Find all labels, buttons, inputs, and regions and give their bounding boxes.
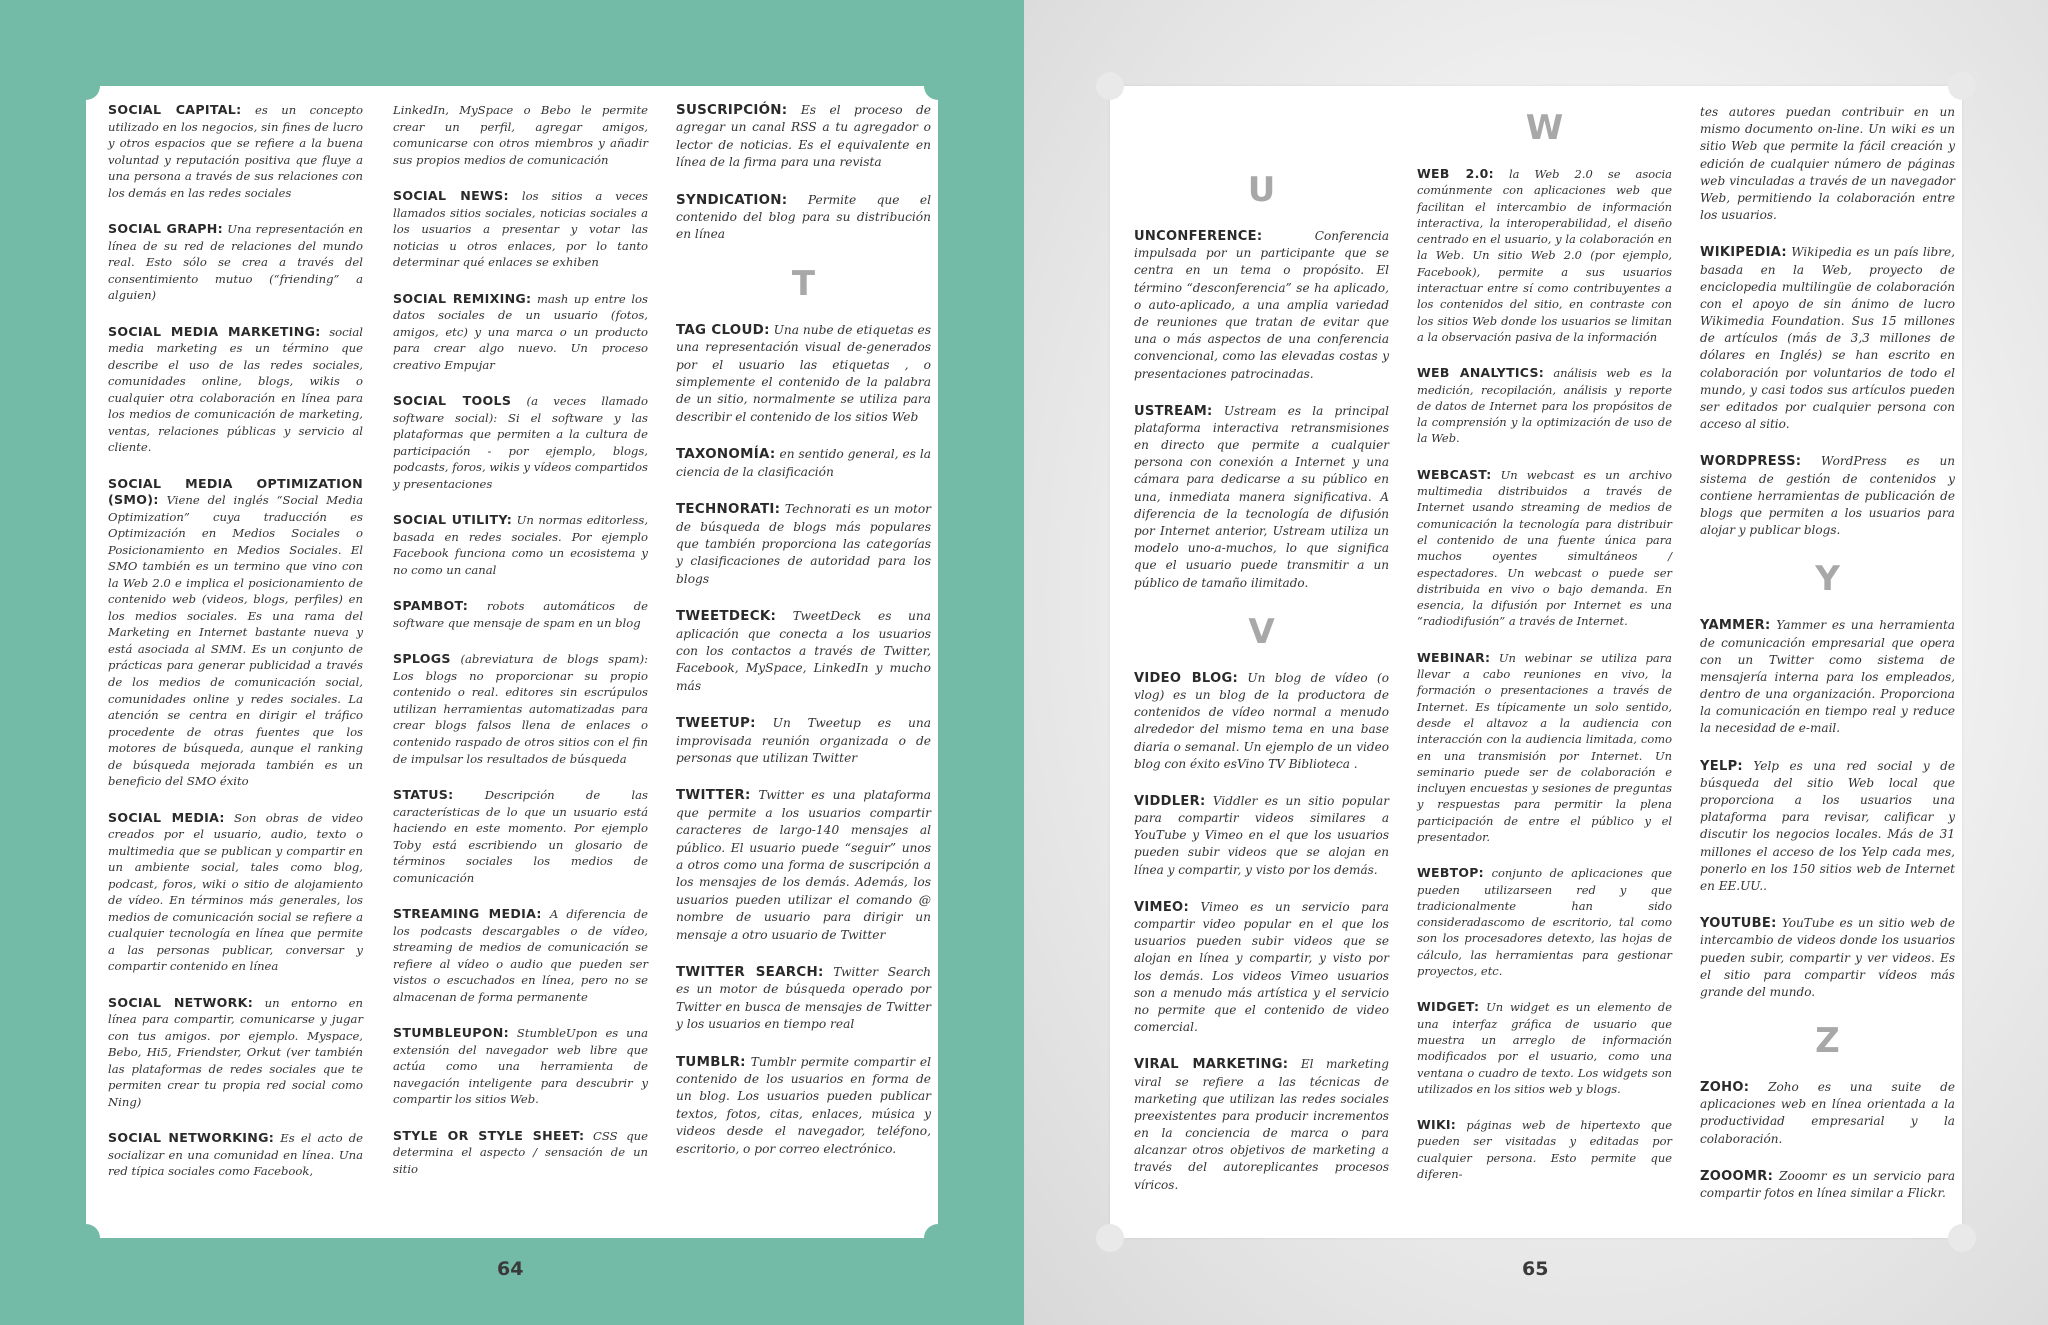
glossary-term: SPLOGS bbox=[393, 651, 451, 667]
glossary-term: TAXONOMÍA: bbox=[676, 447, 776, 463]
glossary-definition: YouTube es un sitio web de intercambio de videos donde los usuarios pueden subir, compartir y ver videos. Es el sitio para compartir vídeos más grande del mundo. bbox=[1700, 916, 1955, 999]
glossary-entry bbox=[676, 964, 931, 1034]
glossary-term: WIKI: bbox=[1417, 1117, 1457, 1133]
glossary-entry bbox=[1417, 865, 1672, 979]
glossary-entry bbox=[108, 1130, 363, 1180]
glossary-definition: TweetDeck es una aplicación que conecta a los usuarios con los contactos a través de Twitter, Facebook, MySpace, LinkedIn y mucho más bbox=[676, 609, 932, 693]
glossary-term: USTREAM: bbox=[1134, 403, 1213, 419]
glossary-term: SOCIAL NETWORKING: bbox=[108, 1130, 275, 1146]
glossary-term: TWEETUP: bbox=[676, 716, 756, 732]
glossary-term: SUSCRIPCIÓN: bbox=[676, 103, 788, 118]
section-letter: Y bbox=[1815, 559, 1840, 600]
corner-notch bbox=[1948, 72, 1976, 100]
glossary-entry bbox=[393, 291, 648, 374]
glossary-definition: LinkedIn, MySpace o Bebo le permite crear un perfil, agregar amigos, comunicarse con otros miembros y añadir sus propios medios de comunicación bbox=[393, 103, 648, 167]
glossary-entry bbox=[393, 651, 648, 767]
glossary-entry bbox=[1417, 166, 1672, 345]
glossary-definition: WordPress es un sistema de gestión de contenidos y contiene herramientas de publicación de blogs que permiten a los usuarios para alojar y publicar blogs. bbox=[1700, 454, 1955, 538]
corner-notch bbox=[72, 72, 100, 100]
glossary-entry bbox=[393, 102, 648, 168]
glossary-entry bbox=[393, 1128, 648, 1178]
glossary-term: VIDEO BLOG: bbox=[1134, 670, 1239, 686]
glossary-definition: CSS que determina el aspecto / sensación de un sitio bbox=[393, 1128, 648, 1176]
corner-notch bbox=[924, 72, 952, 100]
glossary-definition: Conferencia impulsada por un participante que se centra en un tema o propósito. El término “desconferencia” se ha aplicado, o auto-aplicado, a una amplia variedad de reuniones que tratan de evitar que una o más aspectos de una conferencia convencional, como las elevadas costas y presentaciones patrocinadas. bbox=[1134, 229, 1389, 381]
glossary-definition: tes autores puedan contribuir en un mismo documento on-line. Un wiki es un sitio Web que permite la fácil creación y edición de cualquier número de páginas web vinculadas a través de un navegador Web, permitiendo la colaboración entre los usuarios. bbox=[1700, 105, 1955, 223]
section-letter: T bbox=[791, 263, 816, 304]
right-column-1 bbox=[1134, 166, 1389, 1214]
glossary-entry bbox=[676, 192, 931, 244]
glossary-definition: un entorno en línea para compartir, comunicarse y jugar con tus amigos. por ejemplo. Myspace, Bebo, Hi5, Friendster, Orkut (ver también las plataformas de redes sociales que te permiten crear tu propia red social como Ning) bbox=[108, 995, 364, 1109]
glossary-entry bbox=[1134, 793, 1389, 879]
glossary-definition: Es el proceso de agregar un canal RSS a tu agregador o lector de noticias. Es el equivalente en línea de la firma para una revista bbox=[676, 103, 931, 170]
glossary-definition: Un webcast es un archivo multimedia distribuidos a través de Internet usando streaming de medios de comunicación la tecnología para distribuir el contenido de una fuente única para muchos oyentes simultáneos / espectadores. Un webcast o puede ser distribuida en vivo o bajo demanda. En esencia, la difusión por Internet es una “radiodifusión” a través de Internet. bbox=[1417, 467, 1672, 629]
glossary-entry bbox=[1417, 1117, 1672, 1182]
glossary-entry bbox=[108, 324, 363, 456]
glossary-definition: Viddler es un sitio popular para compartir videos similares a YouTube y Vimeo en el que los usuarios pueden subir videos que se alojan en línea y compartir, y visto por los demás. bbox=[1134, 793, 1389, 877]
corner-notch bbox=[1096, 1224, 1124, 1252]
glossary-definition: Yelp es una red social y de búsqueda del sitio Web local que proporciona a los usuarios una plataforma para revisar, calificar y discutir los negocios locales. Más de 31 millones el acceso de los Yelp cada mes, ponerlo en los 150 sitios web de Internet en EE.UU.. bbox=[1700, 758, 1955, 893]
glossary-entry bbox=[1700, 244, 1955, 433]
left-page-number: 64 bbox=[497, 1258, 524, 1280]
glossary-term: SOCIAL MEDIA MARKETING: bbox=[108, 323, 321, 339]
glossary-definition: Twitter es una plataforma que permite a los usuarios compartir caracteres de largo-140 mensajes al público. El usuario puede “seguir” unos a otros como una forma de suscripción a los mensajes de los demás. Además, los usuarios pueden utilizar el comando @ nombre de usuario para dirigir un mensaje a otro usuario de Twitter bbox=[676, 788, 932, 942]
glossary-definition: A diferencia de los podcasts descargables o de vídeo, streaming de medios de comunicación se refiere al vídeo o audio que pueden ser vistos o escuchados en línea, pero no se almacenan de forma permanente bbox=[393, 907, 649, 1004]
glossary-definition: análisis web es la medición, recopilación, análisis y reporte de datos de Internet para los propósitos de la comprensión y la optimización de uso de la Web. bbox=[1417, 366, 1673, 446]
glossary-term: WEB 2.0: bbox=[1417, 166, 1494, 181]
right-page-card bbox=[1110, 86, 1962, 1238]
glossary-definition: Wikipedia es un país libre, basada en la Web, proyecto de enciclopedia multilingüe de colaboración con el apoyo de sin ánimo de lucro Wikimedia Foundation. Sus 15 millones de artículos (más de 3,3 millones de dólares en Inglés) se han escrito en colaboración por voluntarios de todo el mundo, y casi todos sus artículos pueden ser editados por cualquier persona con acceso al sitio. bbox=[1700, 245, 1955, 432]
glossary-definition: Permite que el contenido del blog para su distribución en línea bbox=[676, 192, 931, 242]
glossary-definition: Un Tweetup es una improvisada reunión organizada o de personas que utilizan Twitter bbox=[676, 716, 931, 765]
glossary-definition: Vimeo es un servicio para compartir video popular en el que los usuarios pueden subir videos que se alojan en línea y compartir, y visto por los demás. Los videos Vimeo usuarios son a menudo más artística y el servicio no permite que el contenido de video comercial. bbox=[1134, 899, 1389, 1035]
glossary-term: YELP: bbox=[1700, 758, 1743, 774]
glossary-definition: la Web 2.0 se asocia comúnmente con aplicaciones web que facilitan el intercambio de información interactiva, la interoperabilidad, el diseño centrado en el usuario, y la colaboración en la Web. Un sitio Web 2.0 (por ejemplo, Facebook), permite a sus usuarios interactuar entre sí como contribuyentes a los contenidos del sitio, en contraste con los sitios Web donde los usuarios se limitan a la observación pasiva de la información bbox=[1417, 167, 1673, 344]
glossary-term: WIDGET: bbox=[1417, 999, 1480, 1015]
glossary-entry bbox=[676, 715, 931, 767]
glossary-entry bbox=[1700, 1079, 1955, 1148]
glossary-term: WEB ANALYTICS: bbox=[1417, 365, 1544, 381]
glossary-term: SYNDICATION: bbox=[676, 192, 788, 208]
glossary-entry bbox=[676, 787, 931, 944]
section-letter: Z bbox=[1815, 1021, 1840, 1062]
glossary-definition: Una representación en línea de su red de relaciones del mundo real. Esto sólo se crea a través del consentimiento mutuo (“friending” a alguien) bbox=[108, 222, 363, 303]
glossary-entry bbox=[1700, 1168, 1955, 1202]
glossary-definition: Descripción de las características de lo que un usuario está haciendo en este momento. Por ejemplo Toby está escribiendo un glosario de términos sociales los medios de comunicación bbox=[393, 788, 648, 885]
glossary-entry bbox=[108, 221, 363, 304]
glossary-term: SOCIAL CAPITAL: bbox=[108, 102, 242, 117]
glossary-entry bbox=[1700, 453, 1955, 539]
glossary-definition: StumbleUpon es una extensión del navegador web libre que actúa como una herramienta de navegación inteligente para descubrir y compartir los sitios Web. bbox=[393, 1026, 648, 1107]
glossary-term: WEBCAST: bbox=[1417, 466, 1492, 482]
glossary-entry bbox=[1134, 899, 1389, 1037]
left-column-3 bbox=[676, 102, 931, 1178]
glossary-definition: robots automáticos de software que mensaje de spam en un blog bbox=[393, 599, 648, 630]
glossary-definition: Technorati es un motor de búsqueda de blogs más populares que también proporciona las categorías y clasificaciones de autoridad para los blogs bbox=[676, 502, 931, 586]
glossary-entry bbox=[108, 810, 363, 975]
glossary-term: WEBINAR: bbox=[1417, 649, 1491, 665]
glossary-term: WORDPRESS: bbox=[1700, 454, 1802, 470]
glossary-entry bbox=[1417, 365, 1672, 446]
left-column-1 bbox=[108, 102, 363, 1200]
glossary-definition: Un webinar se utiliza para llevar a cabo reuniones en vivo, la formación o presentaciones a través de Internet. Es típicamente un solo sentido, desde el altavoz a la audiencia con interacción con la audiencia limitada, como en una transmisión por Internet. Un seminario puede ser de colaboración e incluyen encuestas y sesiones de preguntas y respuestas para permitir la plena participación de entre el público y el presentador. bbox=[1417, 650, 1672, 844]
left-column-2 bbox=[393, 102, 648, 1197]
glossary-definition: Viene del inglés “Social Media Optimization” cuya traducción es Optimización en Medios Sociales o Posicionamiento en Medios Sociales. El SMO también es un termino que vino con la Web 2.0 e implica el posicionamiento de contenido web (videos, blogs, perfiles) en los medios sociales. Es una rama del Marketing en Internet bastante nueva y está asociada al SMM. Es un conjunto de prácticas para generar publicidad a través de los medios de comunicación social, comunidades online y redes sociales. La atención se centra en dirigir el tráfico procedente de otras fuentes que los motores de búsqueda, aunque el ranking de búsqueda mejorada también es un beneficio del SMO éxito bbox=[108, 493, 364, 789]
glossary-entry bbox=[108, 995, 363, 1111]
glossary-term: VIMEO: bbox=[1134, 899, 1189, 915]
glossary-term: SOCIAL NETWORK: bbox=[108, 994, 254, 1010]
glossary-entry bbox=[1134, 1056, 1389, 1194]
left-page-card bbox=[86, 86, 938, 1238]
glossary-term: STUMBLEUPON: bbox=[393, 1025, 509, 1041]
glossary-definition: Son obras de video creados por el usuario, audio, texto o multimedia que se publican y compartir en un ambiente social, tales como blog, podcast, foros, wiki o sitio de alojamiento de vídeo. En términos más generales, los medios de comunicación social se refiere a cualquier tecnología en línea que permite a las personas publicar, conversar y compartir contenido en línea bbox=[108, 810, 363, 974]
glossary-term: VIDDLER: bbox=[1134, 793, 1206, 809]
glossary-term: YOUTUBE: bbox=[1700, 916, 1777, 932]
glossary-term: ZOHO: bbox=[1700, 1080, 1750, 1096]
glossary-term: SOCIAL MEDIA OPTIMIZATION (SMO): bbox=[108, 475, 363, 508]
glossary-term: WEBTOP: bbox=[1417, 865, 1484, 881]
glossary-entry bbox=[1417, 467, 1672, 630]
glossary-term: SOCIAL UTILITY: bbox=[393, 512, 513, 528]
glossary-entry bbox=[1700, 104, 1955, 224]
glossary-entry bbox=[393, 512, 648, 578]
glossary-entry bbox=[676, 501, 931, 588]
glossary-entry bbox=[1700, 617, 1955, 737]
glossary-definition: Un normas editorless, basada en redes sociales. Por ejemplo Facebook funciona como un ecosistema y no como un canal bbox=[393, 513, 649, 577]
glossary-entry bbox=[393, 1025, 648, 1108]
glossary-definition: (abreviatura de blogs spam): Los blogs no proporcionar su propio contenido o real. editores sin escrúpulos utilizan herramientas automatizadas para crear blogs falsos llena de enlaces o contenido raspado de otros sitios con el fin de impulsar los resultados de búsqueda bbox=[393, 652, 648, 766]
glossary-entry bbox=[676, 608, 931, 695]
glossary-term: TWITTER SEARCH: bbox=[676, 965, 824, 981]
glossary-definition: Un widget es un elemento de una interfaz gráfica de usuario que muestra un arreglo de información modificados por el usuario, como una ventana o cuadro de texto. Los widgets son utilizados en los sitios web y blogs. bbox=[1417, 1000, 1672, 1096]
glossary-entry bbox=[676, 102, 931, 172]
glossary-term: SOCIAL REMIXING: bbox=[393, 290, 532, 306]
right-page-number: 65 bbox=[1522, 1258, 1549, 1280]
glossary-term: SOCIAL GRAPH: bbox=[108, 221, 223, 237]
corner-notch bbox=[924, 1224, 952, 1252]
section-letter: V bbox=[1248, 611, 1275, 652]
right-column-2 bbox=[1417, 104, 1672, 1202]
glossary-entry bbox=[1134, 670, 1389, 773]
right-column-3 bbox=[1700, 104, 1955, 1222]
glossary-entry bbox=[393, 393, 648, 492]
glossary-entry bbox=[393, 598, 648, 631]
glossary-definition: Twitter Search es un motor de búsqueda operado por Twitter en busca de mensajes de Twitter y los usuarios en tiempo real bbox=[676, 965, 932, 1032]
glossary-term: SPAMBOT: bbox=[393, 598, 469, 614]
glossary-definition: Un blog de vídeo (o vlog) es un blog de la productora de contenidos de vídeo normal a menudo alrededor del mismo tema en una base diaria o semanal. Un ejemplo de un video blog con éxito esVino TV Biblioteca . bbox=[1134, 670, 1389, 771]
glossary-definition: Zoho es una suite de aplicaciones web en línea orientada a la productividad empresarial y la colaboración. bbox=[1700, 1080, 1955, 1146]
glossary-definition: (a veces llamado software social): Si el software y las plataformas que permiten a la cultura de participación - por ejemplo, blogs, podcasts, foros, wikis y vídeos compartidos y presentaciones bbox=[393, 394, 648, 491]
glossary-definition: conjunto de aplicaciones que pueden utilizarseen red y que tradicionalmente han sido consideradascomo de escritorio, tal como son los procesadores detexto, las hojas de cálculo, las herramientas para gestionar proyectos, etc. bbox=[1417, 866, 1672, 979]
glossary-entry bbox=[108, 102, 363, 201]
glossary-term: TWEETDECK: bbox=[676, 609, 777, 625]
glossary-entry bbox=[393, 188, 648, 271]
glossary-term: STYLE OR STYLE SHEET: bbox=[393, 1127, 585, 1143]
glossary-definition: páginas web de hipertexto que pueden ser visitadas y editadas por cualquier persona. Esto permite que diferen- bbox=[1417, 1118, 1673, 1182]
glossary-entry bbox=[1134, 403, 1389, 592]
glossary-entry bbox=[108, 476, 363, 790]
glossary-term: SOCIAL TOOLS bbox=[393, 393, 512, 409]
glossary-definition: en sentido general, es la ciencia de la clasificación bbox=[676, 447, 932, 479]
glossary-entry bbox=[676, 446, 931, 481]
section-letter: W bbox=[1525, 108, 1564, 148]
glossary-term: STATUS: bbox=[393, 787, 454, 803]
glossary-term: TUMBLR: bbox=[676, 1054, 746, 1070]
corner-notch bbox=[1948, 1224, 1976, 1252]
glossary-term: TAG CLOUD: bbox=[676, 322, 770, 338]
glossary-term: YAMMER: bbox=[1700, 618, 1771, 634]
glossary-term: UNCONFERENCE: bbox=[1134, 229, 1263, 244]
glossary-definition: mash up entre los datos sociales de un usuario (fotos, amigos, etc) y una marca o un producto para crear algo nuevo. Un proceso creativo Empujar bbox=[393, 291, 648, 372]
glossary-term: WIKIPEDIA: bbox=[1700, 245, 1787, 261]
glossary-term: ZOOOMR: bbox=[1700, 1168, 1774, 1184]
corner-notch bbox=[72, 1224, 100, 1252]
glossary-entry bbox=[676, 1054, 931, 1158]
glossary-definition: social media marketing es un término que describe el uso de las redes sociales, comunidades online, blogs, wikis o cualquier otra colaboración en línea para los medios de comunicación de marketing, ventas, relaciones públicas y servicio al cliente. bbox=[108, 324, 363, 455]
glossary-entry bbox=[1417, 999, 1672, 1097]
glossary-term: SOCIAL MEDIA: bbox=[108, 809, 225, 825]
glossary-definition: Es el acto de socializar en una comunidad en línea. Una red típica sociales como Facebook, bbox=[108, 1131, 363, 1179]
glossary-definition: Yammer es una herramienta de comunicación empresarial que opera con un Twitter como sistema de mensajería interna para los empleados, dentro de una organización. Proporciona la comunicación en tiempo real y reduce la necesidad de e-mail. bbox=[1700, 618, 1955, 736]
glossary-entry bbox=[1134, 228, 1389, 383]
corner-notch bbox=[1096, 72, 1124, 100]
glossary-definition: Ustream es la principal plataforma interactiva retransmisiones en directo que permite a cualquier persona con conexión a Internet y una cámara para dedicarse a su público en una, inmediata manera significativa. A diferencia de la tecnología de difusión por Internet anterior, Ustream utiliza un modelo uno-a-muchos, lo que significa que el usuario puede transmitir a un público de tamaño ilimitado. bbox=[1134, 403, 1389, 590]
glossary-term: STREAMING MEDIA: bbox=[393, 906, 542, 922]
glossary-term: SOCIAL NEWS: bbox=[393, 188, 509, 204]
glossary-entry bbox=[393, 787, 648, 886]
glossary-entry bbox=[676, 322, 931, 426]
glossary-entry bbox=[1700, 915, 1955, 1001]
section-letter: U bbox=[1247, 170, 1276, 210]
glossary-definition: es un concepto utilizado en los negocios, sin fines de lucro y otros espacios que se refiere a la buena voluntad y reputación positiva que fluye a una persona a través de sus relaciones con los demás en las redes sociales bbox=[108, 103, 364, 200]
glossary-entry bbox=[1700, 758, 1955, 896]
glossary-definition: los sitios a veces llamados sitios sociales, noticias sociales a los usuarios a presentar y votar las noticias u otros enlaces, por lo tanto determinar qué enlaces se exhiben bbox=[393, 189, 649, 270]
glossary-entry bbox=[1417, 650, 1672, 846]
glossary-definition: Tumblr permite compartir el contenido de los usuarios en forma de un blog. Los usuarios pueden publicar textos, fotos, citas, enlaces, música y videos desde el navegador, teléfono, escritorio, o por correo electrónico. bbox=[676, 1054, 932, 1156]
glossary-definition: El marketing viral se refiere a las técnicas de marketing que utilizan las redes sociales preexistentes para producir incrementos en la conciencia de marca o para alcanzar otros objetivos de marketing a través del autoreplicantes procesos víricos. bbox=[1134, 1057, 1390, 1192]
glossary-term: VIRAL MARKETING: bbox=[1134, 1057, 1289, 1073]
glossary-term: TECHNORATI: bbox=[676, 502, 781, 518]
glossary-entry bbox=[393, 906, 648, 1005]
glossary-term: TWITTER: bbox=[676, 788, 751, 804]
glossary-definition: Una nube de etiquetas es una representación visual de-generados por el usuario las etiquetas , o simplemente el contenido de la palabra de un sitio, normalmente se utiliza para describir el contenido de los sitios Web bbox=[676, 322, 932, 424]
glossary-definition: Zooomr es un servicio para compartir fotos en línea similar a Flickr. bbox=[1700, 1168, 1955, 1200]
